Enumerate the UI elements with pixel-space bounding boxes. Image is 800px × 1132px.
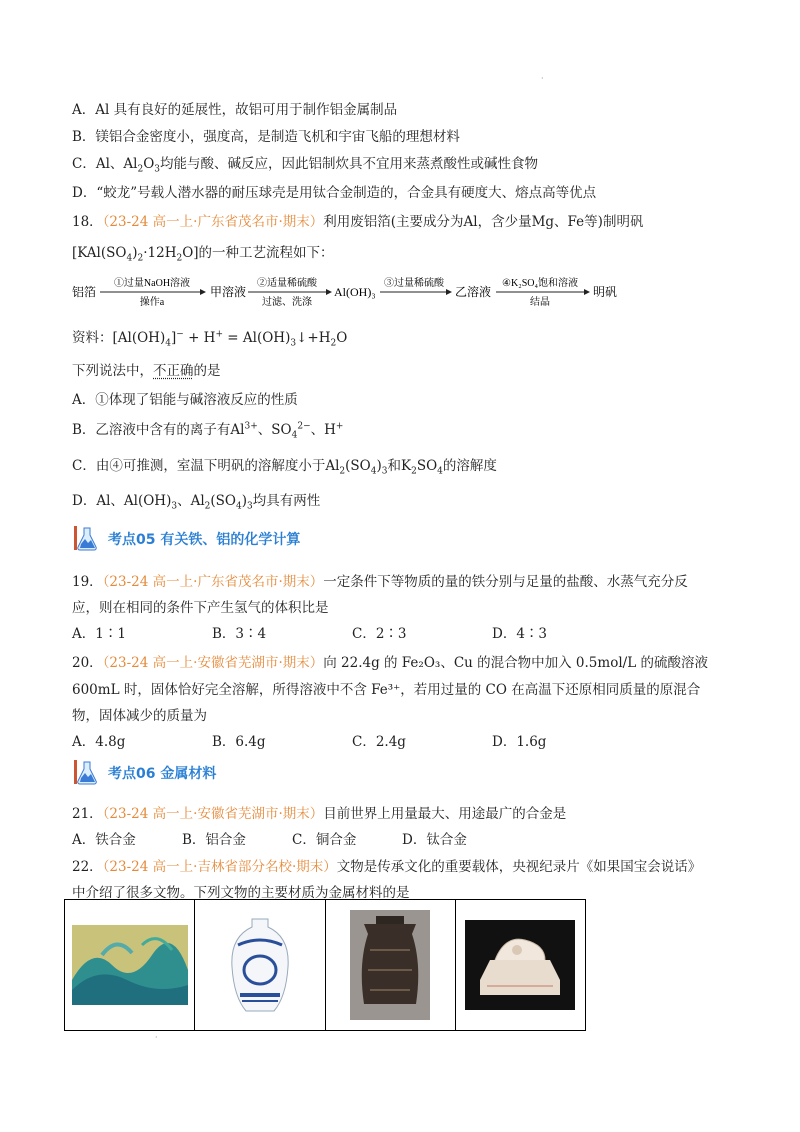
stray-mark: · <box>155 1033 158 1042</box>
q19-option-a: A．1∶1 <box>72 626 126 642</box>
q21-option-c: C．铜合金 <box>292 832 357 848</box>
q19-options <box>72 622 632 642</box>
flow-step4-sub: 结晶 <box>530 297 550 308</box>
section-heading-05 <box>72 524 300 554</box>
artifact-image-table <box>64 899 586 1031</box>
flow-step2-sub: 过滤、洗涤 <box>262 297 312 308</box>
q20-option-a: A．4.8g <box>72 734 126 750</box>
q20-stem-line3: 物，固体减少的质量为 <box>72 708 207 724</box>
q18-source: （23-24 高一上·广东省茂名市·期末） <box>102 214 324 230</box>
jade-seal-image <box>465 920 575 1010</box>
flow-step2-label: ②适量稀硫酸 <box>257 278 317 289</box>
q18-option-a: A．①体现了铝能与碱溶液反应的性质 <box>72 392 298 408</box>
q20-option-d: D．1.6g <box>492 734 547 750</box>
flow-node2: Al(OH)₃ <box>334 285 376 299</box>
landscape-painting-image <box>72 925 188 1005</box>
q20-stem-line1: 20．（23-24 高一上·安徽省芜湖市·期末）向 22.4g 的 Fe₂O₃、Cu 的混合物中加入 0.5mol/L 的硫酸溶液 <box>72 655 708 671</box>
q20-source: （23-24 高一上·安徽省芜湖市·期末） <box>102 655 324 671</box>
q20-option-b: B．6.4g <box>212 734 266 750</box>
flow-step1-label: ①过量NaOH溶液 <box>113 278 191 289</box>
q17-option-d: D．“蛟龙”号载人潜水器的耐压球壳是用钛合金制造的，合金具有硬度大、熔点高等优点 <box>72 185 597 201</box>
stray-mark: · <box>541 74 544 83</box>
q20-options <box>72 730 632 750</box>
q18-info: 资料：$[Al(OH)_4]^- + H^+$ = $Al(OH)_3↓+H_2O$ <box>72 329 348 349</box>
flow-end: 明矾 <box>593 285 618 299</box>
q17-option-c: C．Al、$Al_2O_3$均能与酸、碱反应，因此铝制炊具不宜用来蒸煮酸性或碱性食物 <box>72 156 539 175</box>
q19-option-c: C．2∶3 <box>352 626 407 642</box>
q22-stem-line1: 22．（23-24 高一上·吉林省部分名校·期末）文物是传承文化的重要载体，央视纪录片《如果国宝会说话》 <box>72 859 702 875</box>
q21-option-a: A．铁合金 <box>72 832 136 848</box>
q21-stem: 21．（23-24 高一上·安徽省芜湖市·期末）目前世界上用量最大、用途最广的合金是 <box>72 806 567 822</box>
q18-stem-line1: 18．（23-24 高一上·广东省茂名市·期末）利用废铝箔(主要成分为Al，含少量Mg、Fe等)制明矾 <box>72 214 644 230</box>
flask-icon <box>72 758 100 788</box>
process-flow-diagram <box>72 276 632 310</box>
q21-option-d: D．钛合金 <box>402 832 467 848</box>
q21-option-b: B．铝合金 <box>182 832 246 848</box>
bronze-vessel-image <box>350 910 430 1020</box>
q21-source: （23-24 高一上·安徽省芜湖市·期末） <box>102 806 324 822</box>
q20-stem-line2: 600mL 时，固体恰好完全溶解，所得溶液中不含 Fe³⁺，若用过量的 CO 在高温下还原相同质量的原混合 <box>72 682 701 698</box>
q21-options <box>72 828 512 848</box>
section-title-05: 考点05 有关铁、铝的化学计算 <box>108 532 301 548</box>
flask-icon <box>72 524 100 554</box>
artifact-cell-vase <box>195 900 325 1030</box>
section-heading-06 <box>72 758 216 788</box>
q18-option-d: D．Al、$Al(OH)_3$、$Al_2(SO_4)_3$均具有两性 <box>72 493 321 512</box>
q19-stem-line1: 19．（23-24 高一上·广东省茂名市·期末）一定条件下等物质的量的铁分别与足量的盐酸、水蒸气充分反 <box>72 574 688 590</box>
flow-step4-label: ④K₂SO₄饱和溶液 <box>502 278 578 289</box>
flow-step1-sub: 操作a <box>139 297 165 308</box>
q18-prompt: 下列说法中，不正确的是 <box>72 363 221 379</box>
q19-source: （23-24 高一上·广东省茂名市·期末） <box>102 574 324 590</box>
q19-option-d: D．4∶3 <box>492 626 548 642</box>
artifact-cell-bronze <box>326 900 456 1030</box>
q18-stem-line2: $[KAl(SO_4)_2\cdot 12H_2O]$的一种工艺流程如下： <box>72 245 334 264</box>
q19-option-b: B．3∶4 <box>212 626 267 642</box>
q19-stem-line2: 应，则在相同的条件下产生氢气的体积比是 <box>72 600 329 616</box>
porcelain-vase-image <box>220 915 300 1015</box>
flow-node1: 甲溶液 <box>210 285 247 299</box>
flow-node3: 乙溶液 <box>455 285 492 299</box>
flow-step3-label: ③过量稀硫酸 <box>384 278 444 289</box>
q22-stem-line2: 中介绍了很多文物。下列文物的主要材质为金属材料的是 <box>72 885 410 901</box>
flow-start: 铝箔 <box>72 285 97 299</box>
q17-option-b: B．镁铝合金密度小，强度高，是制造飞机和宇宙飞船的理想材料 <box>72 129 460 145</box>
q20-option-c: C．2.4g <box>352 734 406 750</box>
q18-option-c: C．由④可推测，室温下明矾的溶解度小于$Al_2(SO_4)_3$和$K_2SO_4$的溶解度 <box>72 458 497 477</box>
q17-option-a: A．Al 具有良好的延展性，故铝可用于制作铝金属制品 <box>72 102 398 118</box>
section-title-06: 考点06 金属材料 <box>108 766 217 782</box>
q22-source: （23-24 高一上·吉林省部分名校·期末） <box>102 859 337 875</box>
artifact-cell-seal <box>456 900 585 1030</box>
q18-option-b: B．乙溶液中含有的离子有$Al^{3+}$、$SO_4^{2-}$、H+ <box>72 421 344 441</box>
artifact-cell-painting <box>65 900 195 1030</box>
